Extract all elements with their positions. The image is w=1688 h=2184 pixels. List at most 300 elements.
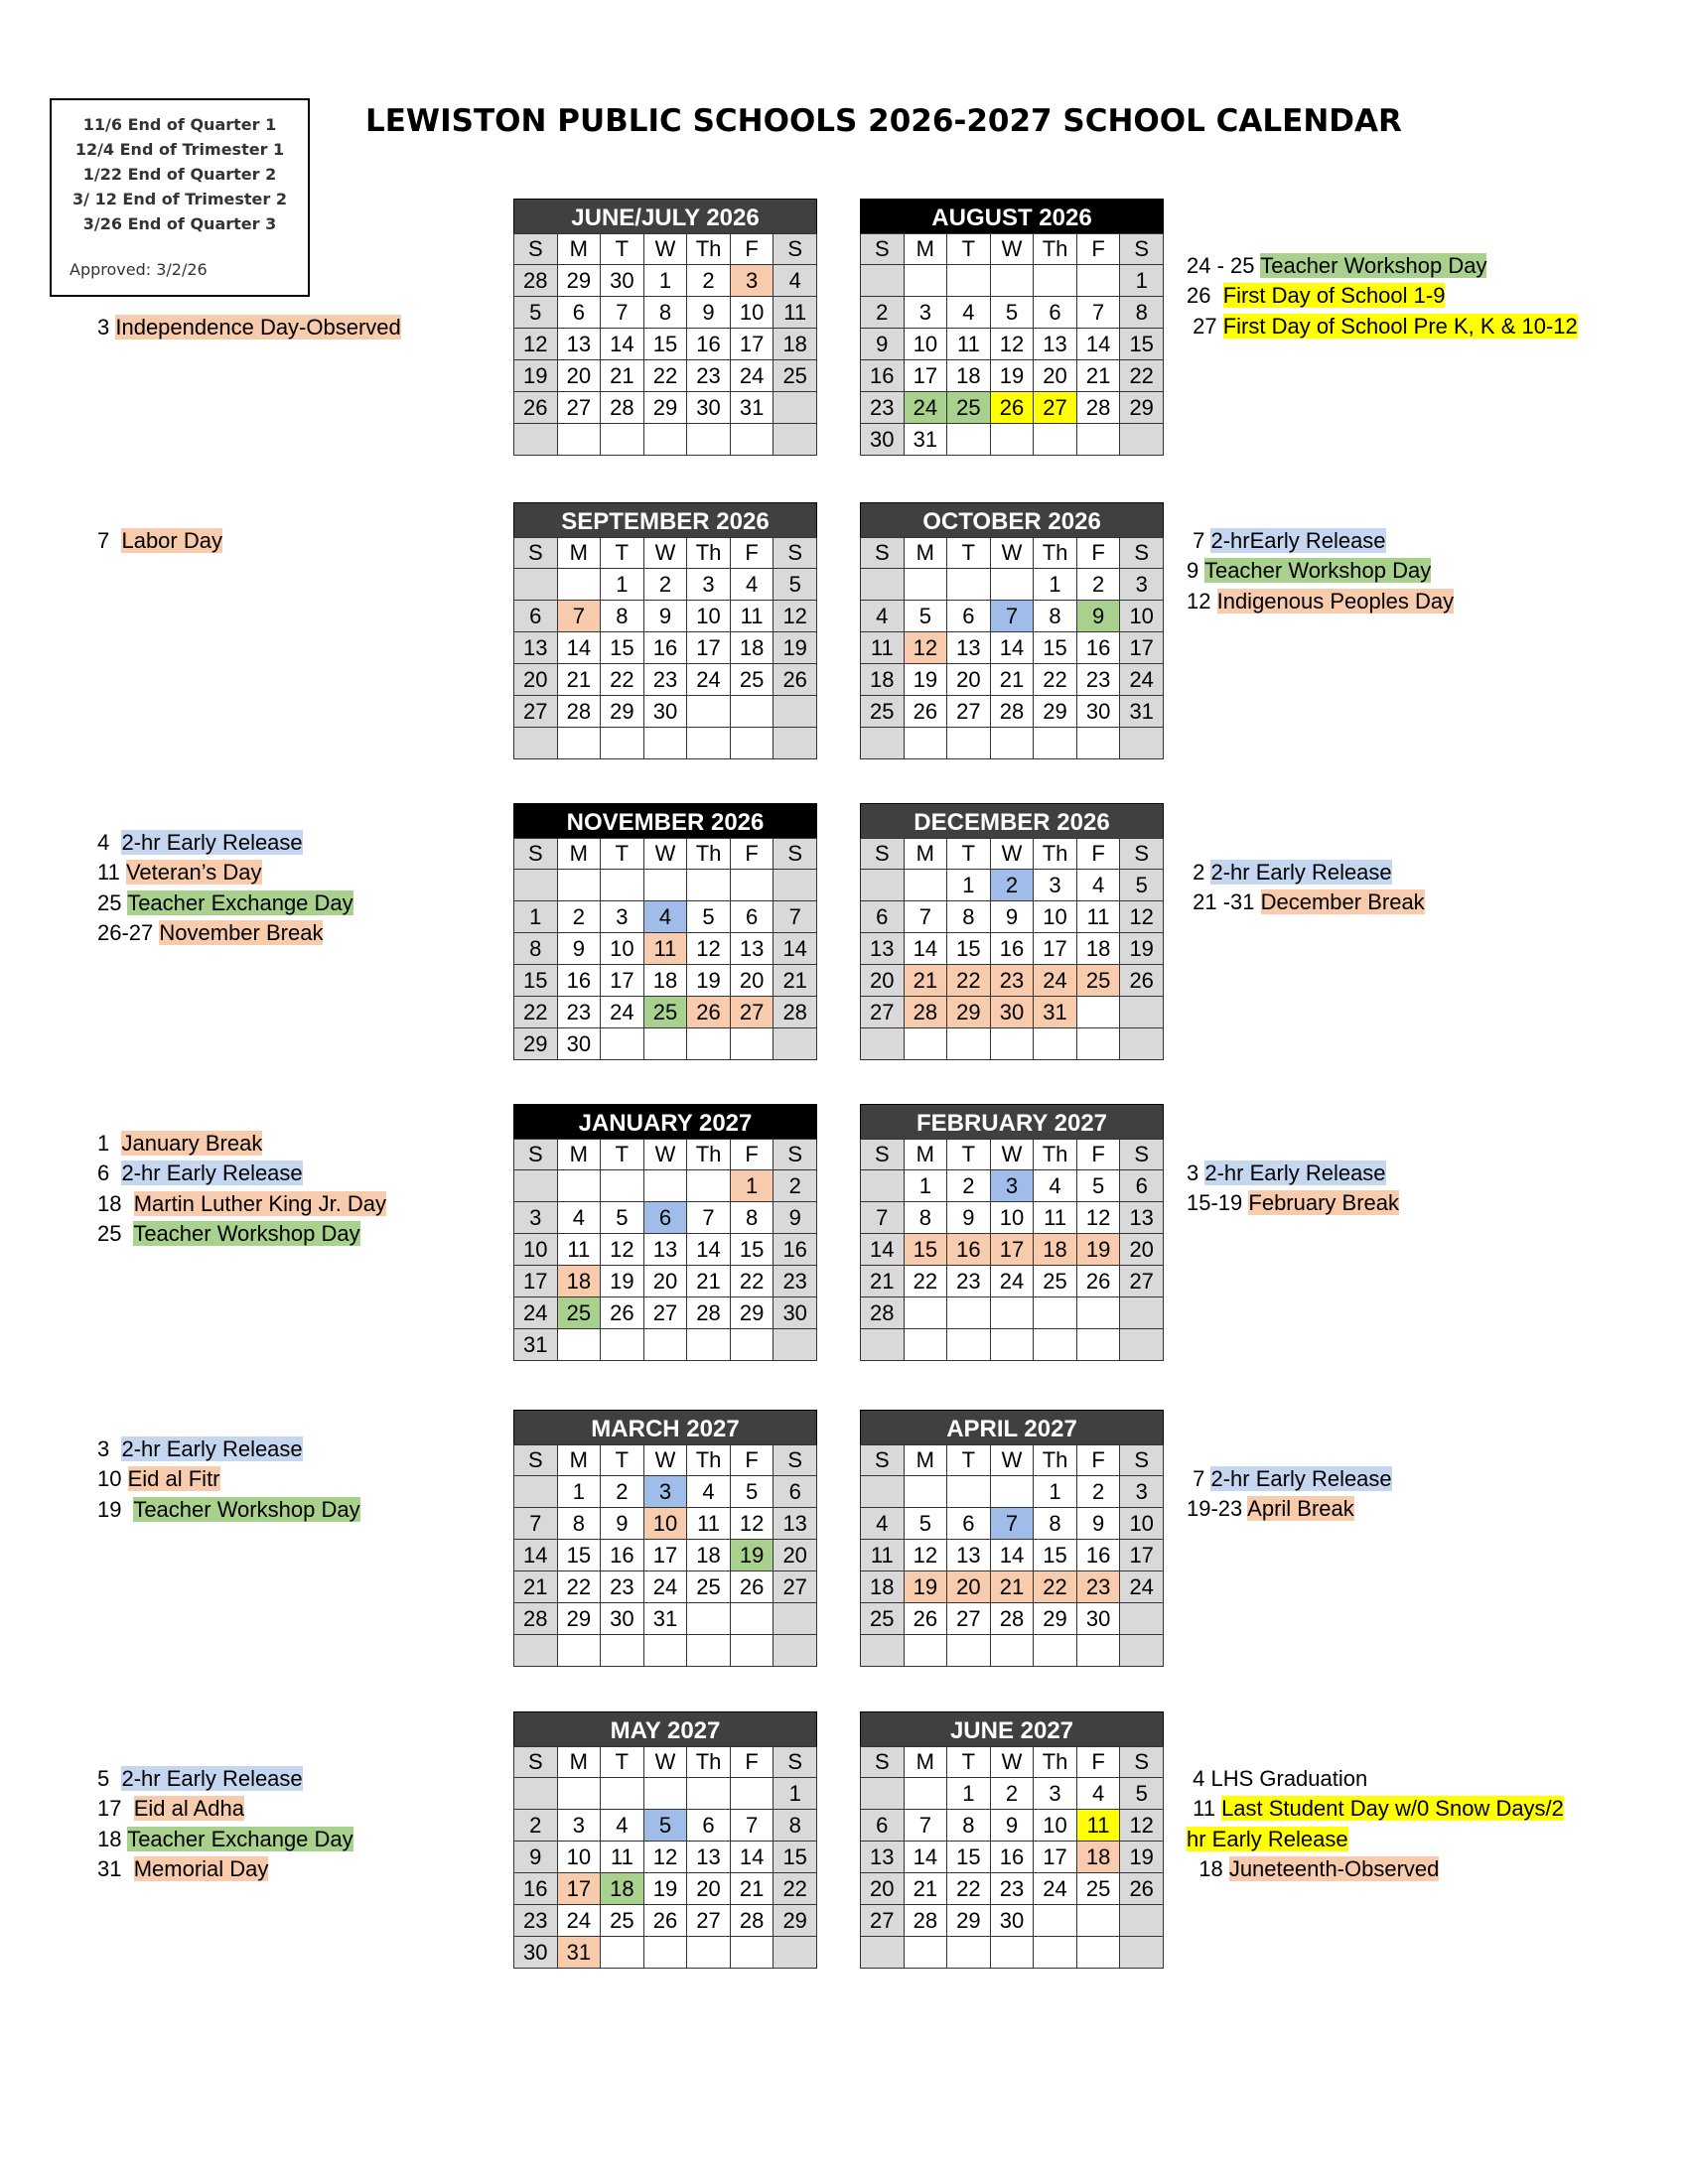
day-cell: 22 [947, 965, 991, 997]
day-cell [990, 728, 1034, 759]
day-cell: 26 [1120, 965, 1164, 997]
day-cell: 31 [514, 1329, 558, 1361]
day-cell: 11 [687, 1508, 731, 1540]
week-row [514, 1476, 817, 1508]
day-cell [687, 1635, 731, 1667]
day-cell: 9 [557, 933, 601, 965]
day-cell [730, 1937, 774, 1969]
day-cell [687, 1028, 731, 1060]
day-cell: 7 [514, 1508, 558, 1540]
day-cell: 12 [904, 1540, 947, 1571]
day-cell: 22 [774, 1873, 817, 1905]
day-cell: 24 [1120, 664, 1164, 696]
day-cell: 13 [774, 1508, 817, 1540]
day-cell: 15 [947, 933, 991, 965]
day-cell: 6 [687, 1810, 731, 1842]
event-date: 10 [97, 1466, 128, 1492]
day-cell: 5 [774, 569, 817, 601]
day-cell: 10 [904, 329, 947, 360]
day-cell: 27 [861, 997, 905, 1028]
day-cell: 23 [557, 997, 601, 1028]
day-cell: 27 [774, 1571, 817, 1603]
month-calendar [860, 502, 1164, 759]
day-cell: 18 [861, 664, 905, 696]
event-note [1187, 251, 1578, 281]
day-cell [947, 728, 991, 759]
day-header: Th [1034, 1140, 1077, 1170]
day-cell: 1 [601, 569, 644, 601]
day-cell: 24 [557, 1905, 601, 1937]
day-cell: 13 [861, 933, 905, 965]
day-cell: 11 [1034, 1202, 1077, 1234]
event-date: 4 [1187, 1766, 1211, 1791]
week-row [861, 329, 1164, 360]
week-row [861, 1842, 1164, 1873]
day-cell: 12 [643, 1842, 687, 1873]
day-cell: 9 [861, 329, 905, 360]
notes-block [1187, 1464, 1392, 1525]
event-date: 25 [97, 1220, 134, 1246]
week-row [861, 1540, 1164, 1571]
day-cell: 20 [1120, 1234, 1164, 1266]
event-label: November Break [159, 919, 324, 945]
day-cell: 3 [601, 901, 644, 933]
month-calendar [860, 803, 1164, 1060]
day-cell [774, 870, 817, 901]
day-header: S [861, 1747, 905, 1778]
event-date: 7 [97, 528, 122, 553]
day-cell [990, 1635, 1034, 1667]
day-cell: 5 [904, 601, 947, 632]
day-cell: 2 [687, 265, 731, 297]
day-cell [557, 1635, 601, 1667]
day-cell: 26 [730, 1571, 774, 1603]
day-cell: 16 [947, 1234, 991, 1266]
day-header: M [904, 234, 947, 265]
day-cell: 7 [774, 901, 817, 933]
day-cell: 22 [947, 1873, 991, 1905]
month-table [513, 1444, 817, 1667]
event-note [1187, 312, 1578, 341]
day-cell [990, 1476, 1034, 1508]
event-note [97, 1219, 386, 1249]
day-cell: 12 [904, 632, 947, 664]
event-note [97, 828, 353, 858]
week-row [861, 392, 1164, 424]
day-cell: 17 [1120, 1540, 1164, 1571]
day-cell [687, 1937, 731, 1969]
day-cell: 12 [990, 329, 1034, 360]
day-cell: 24 [601, 997, 644, 1028]
day-cell: 20 [730, 965, 774, 997]
day-cell: 13 [643, 1234, 687, 1266]
day-cell: 29 [557, 265, 601, 297]
day-cell [514, 1778, 558, 1810]
week-row [514, 1905, 817, 1937]
day-cell [861, 1170, 905, 1202]
event-note [97, 1129, 386, 1159]
day-cell: 29 [774, 1905, 817, 1937]
day-cell: 21 [601, 360, 644, 392]
day-cell: 27 [947, 1603, 991, 1635]
day-cell: 3 [1034, 1778, 1077, 1810]
day-cell: 8 [904, 1202, 947, 1234]
day-cell: 19 [904, 1571, 947, 1603]
day-cell: 6 [947, 601, 991, 632]
day-cell: 15 [557, 1540, 601, 1571]
day-cell: 21 [687, 1266, 731, 1297]
day-cell: 10 [601, 933, 644, 965]
month-title: APRIL 2027 [860, 1410, 1164, 1444]
day-cell: 23 [687, 360, 731, 392]
day-cell: 31 [557, 1937, 601, 1969]
day-cell: 28 [730, 1905, 774, 1937]
week-row [861, 360, 1164, 392]
day-cell: 23 [861, 392, 905, 424]
event-label: Independence Day-Observed [115, 315, 401, 340]
day-cell [1076, 997, 1120, 1028]
event-label: Eid al Fitr [127, 1466, 220, 1492]
day-cell: 19 [1076, 1234, 1120, 1266]
day-cell [514, 424, 558, 456]
day-cell [947, 1297, 991, 1329]
day-cell [1076, 265, 1120, 297]
event-note [97, 1764, 353, 1794]
day-cell: 30 [1076, 696, 1120, 728]
day-cell: 19 [1120, 1842, 1164, 1873]
day-cell: 27 [514, 696, 558, 728]
event-label: Eid al Adha [133, 1796, 245, 1822]
day-cell: 1 [514, 901, 558, 933]
day-cell: 14 [1076, 329, 1120, 360]
day-cell: 2 [990, 1778, 1034, 1810]
event-label: 2-hr Early Release [121, 1766, 303, 1791]
day-cell: 6 [730, 901, 774, 933]
day-header: T [947, 538, 991, 569]
day-cell [774, 696, 817, 728]
month-calendar [513, 1711, 817, 1969]
day-cell: 16 [514, 1873, 558, 1905]
month-title: JUNE 2027 [860, 1711, 1164, 1746]
summary-line: 3/26 End of Quarter 3 [82, 214, 277, 233]
week-row [514, 329, 817, 360]
day-header: S [774, 538, 817, 569]
day-header: F [1076, 1445, 1120, 1476]
week-row [861, 870, 1164, 901]
day-cell: 26 [601, 1297, 644, 1329]
day-cell: 22 [1034, 664, 1077, 696]
day-cell: 18 [1034, 1234, 1077, 1266]
event-date: 15-19 [1187, 1190, 1249, 1216]
day-cell: 16 [774, 1234, 817, 1266]
day-cell: 18 [947, 360, 991, 392]
day-header: M [904, 538, 947, 569]
event-date: 5 [97, 1766, 122, 1791]
day-cell: 30 [601, 1603, 644, 1635]
event-note [1187, 1159, 1399, 1188]
day-header: S [514, 1747, 558, 1778]
week-row [514, 1810, 817, 1842]
notes-block [1187, 1764, 1564, 1884]
day-cell: 19 [643, 1873, 687, 1905]
week-row [861, 1028, 1164, 1060]
week-row [861, 1508, 1164, 1540]
day-cell [557, 728, 601, 759]
day-cell: 21 [904, 1873, 947, 1905]
day-cell: 24 [643, 1571, 687, 1603]
day-cell: 6 [643, 1202, 687, 1234]
day-cell [643, 1778, 687, 1810]
day-header: S [514, 538, 558, 569]
quarter-dates-box [50, 98, 310, 297]
page-title: LEWISTON PUBLIC SCHOOLS 2026-2027 SCHOOL CALENDAR [365, 103, 1402, 139]
week-row [514, 297, 817, 329]
week-row [514, 901, 817, 933]
day-cell: 24 [514, 1297, 558, 1329]
day-cell: 25 [861, 696, 905, 728]
day-cell: 10 [1120, 601, 1164, 632]
week-row [861, 696, 1164, 728]
event-date: 7 [1187, 1466, 1211, 1491]
day-cell: 13 [1034, 329, 1077, 360]
day-cell: 1 [1034, 569, 1077, 601]
event-date: 26 [1187, 283, 1223, 309]
day-cell: 4 [730, 569, 774, 601]
day-header: S [861, 234, 905, 265]
month-table [513, 537, 817, 759]
day-cell [1076, 424, 1120, 456]
day-header: Th [1034, 234, 1077, 265]
day-cell: 8 [1034, 1508, 1077, 1540]
day-cell [904, 870, 947, 901]
day-cell [1120, 424, 1164, 456]
day-cell: 24 [904, 392, 947, 424]
day-cell [1076, 1937, 1120, 1969]
day-cell: 15 [947, 1842, 991, 1873]
day-cell [643, 1170, 687, 1202]
day-cell: 28 [990, 696, 1034, 728]
week-row [861, 997, 1164, 1028]
day-header: S [1120, 1140, 1164, 1170]
day-cell: 7 [904, 1810, 947, 1842]
day-cell: 3 [990, 1170, 1034, 1202]
event-label: Martin Luther King Jr. Day [133, 1190, 387, 1216]
day-cell: 5 [730, 1476, 774, 1508]
day-cell: 18 [730, 632, 774, 664]
day-cell [1034, 1937, 1077, 1969]
day-cell: 19 [601, 1266, 644, 1297]
summary-line: 1/22 End of Quarter 2 [82, 165, 277, 184]
day-cell: 18 [601, 1873, 644, 1905]
day-cell [1076, 1635, 1120, 1667]
week-row [861, 1571, 1164, 1603]
week-row [514, 1329, 817, 1361]
day-cell: 28 [904, 997, 947, 1028]
notes-block [1187, 251, 1578, 341]
day-header: S [774, 1445, 817, 1476]
day-cell: 3 [687, 569, 731, 601]
event-date: 19 [97, 1496, 134, 1522]
day-cell: 30 [990, 997, 1034, 1028]
day-cell [1120, 1329, 1164, 1361]
day-cell: 11 [643, 933, 687, 965]
week-row [861, 601, 1164, 632]
day-cell: 3 [557, 1810, 601, 1842]
month-table [860, 1444, 1164, 1667]
day-header: M [904, 1140, 947, 1170]
day-cell: 22 [643, 360, 687, 392]
week-row [514, 360, 817, 392]
event-date: 18 [1187, 1855, 1229, 1881]
day-cell [1034, 728, 1077, 759]
week-row [514, 1540, 817, 1571]
day-cell: 1 [1034, 1476, 1077, 1508]
day-cell [1034, 1635, 1077, 1667]
day-cell: 19 [990, 360, 1034, 392]
day-cell: 14 [601, 329, 644, 360]
day-cell: 13 [947, 632, 991, 664]
event-label: 2-hr Early Release [1210, 860, 1392, 885]
day-cell: 19 [774, 632, 817, 664]
day-cell: 25 [774, 360, 817, 392]
day-cell: 3 [730, 265, 774, 297]
day-cell [1076, 1905, 1120, 1937]
day-cell [601, 1635, 644, 1667]
day-cell [1076, 728, 1120, 759]
day-cell [774, 1937, 817, 1969]
day-cell: 26 [904, 1603, 947, 1635]
day-cell [557, 870, 601, 901]
day-cell: 21 [990, 1571, 1034, 1603]
day-header: S [1120, 538, 1164, 569]
day-cell: 31 [643, 1603, 687, 1635]
day-cell: 4 [1076, 870, 1120, 901]
day-cell: 12 [1120, 1810, 1164, 1842]
event-label: LHS Graduation [1210, 1766, 1368, 1791]
day-cell: 29 [557, 1603, 601, 1635]
day-cell: 18 [557, 1266, 601, 1297]
day-cell [514, 1635, 558, 1667]
day-cell: 24 [1034, 1873, 1077, 1905]
day-cell: 21 [774, 965, 817, 997]
day-cell [1120, 1937, 1164, 1969]
week-row [514, 1266, 817, 1297]
event-date: 26-27 [97, 919, 160, 945]
day-header: S [774, 1747, 817, 1778]
day-cell [1120, 1905, 1164, 1937]
day-cell: 3 [643, 1476, 687, 1508]
week-row [861, 297, 1164, 329]
day-cell: 25 [601, 1905, 644, 1937]
day-cell: 7 [687, 1202, 731, 1234]
day-cell [904, 1297, 947, 1329]
day-cell [601, 1329, 644, 1361]
day-cell: 24 [730, 360, 774, 392]
day-cell [774, 1635, 817, 1667]
day-cell [904, 1635, 947, 1667]
day-header: M [904, 1747, 947, 1778]
day-cell: 15 [1120, 329, 1164, 360]
notes-block [97, 313, 401, 342]
day-cell: 30 [1076, 1603, 1120, 1635]
day-header: M [557, 1747, 601, 1778]
day-cell: 29 [947, 997, 991, 1028]
day-cell: 11 [947, 329, 991, 360]
day-cell: 8 [947, 901, 991, 933]
day-cell [990, 1028, 1034, 1060]
day-header: F [730, 1140, 774, 1170]
day-header: W [990, 1445, 1034, 1476]
day-cell: 21 [1076, 360, 1120, 392]
event-date: 27 [1187, 313, 1223, 339]
day-cell: 8 [730, 1202, 774, 1234]
day-cell: 17 [1034, 1842, 1077, 1873]
event-label: Labor Day [121, 528, 222, 553]
event-date: 7 [1187, 528, 1211, 553]
event-note [97, 1189, 386, 1219]
day-cell: 31 [730, 392, 774, 424]
week-row [861, 1937, 1164, 1969]
event-note [97, 918, 353, 948]
day-cell [904, 1329, 947, 1361]
day-header: M [904, 1445, 947, 1476]
day-cell: 28 [861, 1297, 905, 1329]
day-cell: 10 [730, 297, 774, 329]
day-header: T [601, 1747, 644, 1778]
day-cell [514, 870, 558, 901]
day-cell: 11 [1076, 1810, 1120, 1842]
month-calendar [513, 1410, 817, 1667]
day-cell: 27 [947, 696, 991, 728]
month-title: OCTOBER 2026 [860, 502, 1164, 537]
week-row [514, 1778, 817, 1810]
day-cell: 2 [643, 569, 687, 601]
day-header: W [643, 234, 687, 265]
week-row [514, 728, 817, 759]
day-header: T [947, 1445, 991, 1476]
day-cell: 13 [514, 632, 558, 664]
day-cell [514, 1476, 558, 1508]
day-cell: 6 [1034, 297, 1077, 329]
day-cell: 2 [557, 901, 601, 933]
day-cell: 24 [990, 1266, 1034, 1297]
day-header: S [861, 538, 905, 569]
day-cell [947, 424, 991, 456]
event-date: 18 [97, 1190, 134, 1216]
day-cell: 23 [774, 1266, 817, 1297]
day-cell: 26 [1120, 1873, 1164, 1905]
day-cell: 18 [1076, 1842, 1120, 1873]
day-cell: 2 [861, 297, 905, 329]
event-label: Last Student Day w/0 Snow Days/2 [1221, 1796, 1564, 1822]
month-table [860, 838, 1164, 1060]
day-cell [990, 1937, 1034, 1969]
day-cell [730, 1603, 774, 1635]
event-label: hr Early Release [1187, 1826, 1348, 1851]
day-cell [904, 1937, 947, 1969]
day-cell: 25 [947, 392, 991, 424]
day-cell: 8 [601, 601, 644, 632]
day-header: T [947, 1140, 991, 1170]
day-header: W [643, 1445, 687, 1476]
day-cell: 11 [861, 1540, 905, 1571]
event-label: April Break [1247, 1496, 1354, 1522]
event-note [1187, 526, 1454, 556]
day-cell: 10 [557, 1842, 601, 1873]
day-cell: 23 [514, 1905, 558, 1937]
day-cell: 4 [947, 297, 991, 329]
day-header: S [1120, 234, 1164, 265]
